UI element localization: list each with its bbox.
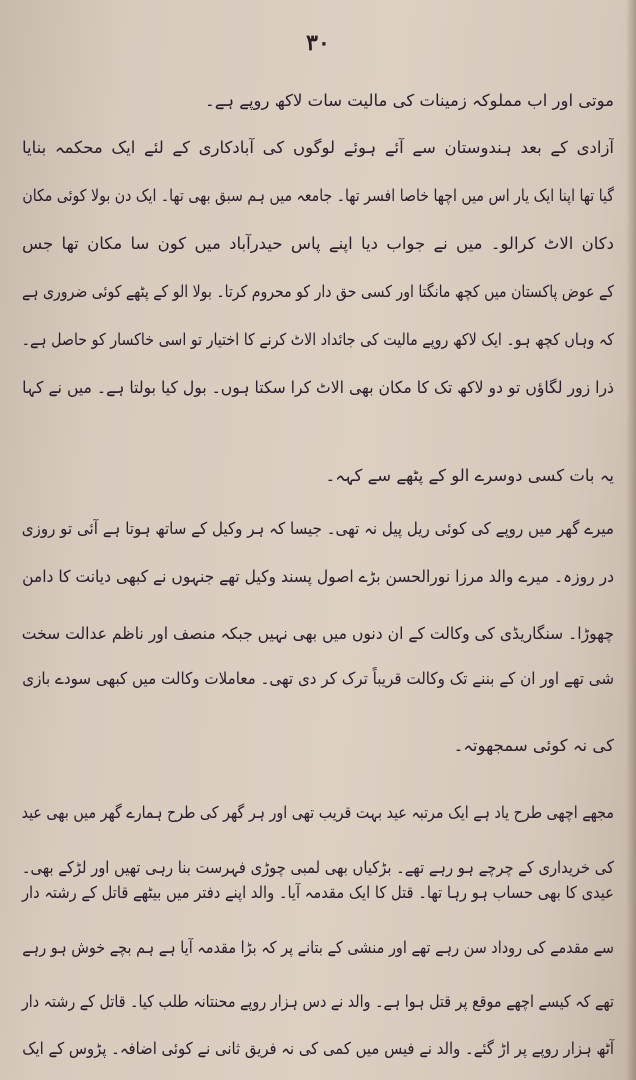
text-line: کے عوض پاکستان میں کچھ مانگتا اور کسی حق دار کو محروم کرتا۔ بولا الو کے پٹھے کوئی ضروری ہے — [22, 282, 614, 301]
text-line: آزادی کے بعد ہندوستان سے آئے ہوئے لوگوں کی آبادکاری کے لئے ایک محکمہ بنایا — [22, 138, 614, 157]
text-line: کی خریداری کے چرچے ہو رہے تھے۔ بڑکیاں بھی لمبی چوڑی فہرست بنا رہی تھیں اور لڑکے بھی۔ — [21, 858, 614, 877]
text-line: کہ وہاں کچھ ہو۔ ایک لاکھ روپے مالیت کی جائداد الاٹ کرنے کا اختیار تو اسی خاکسار کو حاصل ہے۔ — [21, 330, 614, 349]
text-line: کی نہ کوئی سمجھوتہ۔ — [453, 736, 614, 755]
text-line: موتی اور اب مملوکہ زمینات کی مالیت سات لاکھ روپے ہے۔ — [205, 91, 614, 110]
text-line: سے مقدمے کی روداد سن رہے تھے اور منشی کے بتانے پر کہ بڑا مقدمہ آیا ہے ہم بچے خوش ہو رہے — [22, 938, 614, 957]
text-line: گیا تھا اپنا ایک یار اس میں اچھا خاصا افسر تھا۔ جامعہ میں ہم سبق بھی تھا۔ ایک دن بولا کوئی مکان — [22, 186, 614, 205]
text-line: ذرا زور لگاؤں تو دو لاکھ تک کا مکان بھی الاٹ کرا سکتا ہوں۔ بول کیا بولتا ہے۔ میں نے کہا — [22, 378, 614, 397]
text-line: دکان الاٹ کرالو۔ میں نے جواب دیا اپنے پاس حیدرآباد میں کون سا مکان تھا جس — [22, 234, 614, 253]
text-line: شی تھے اور ان کے بننے تک وکالت قریباً ترک کر دی تھی۔ معاملات وکالت میں کبھی سودے بازی — [22, 669, 614, 688]
page-number: ۳۰ — [306, 30, 330, 56]
text-line: میرے گھر میں روپے کی کوئی ریل پیل نہ تھی۔ جیسا کہ ہر وکیل کے ساتھ ہوتا ہے آئی تو روزی — [21, 519, 614, 538]
text-line: آٹھ ہزار روپے پر اڑ گئے۔ والد نے فیس میں کمی کی نہ فریق ثانی نے کوئی اضافہ۔ پڑوس کے ایک — [22, 1039, 614, 1058]
text-line: مجھے اچھی طرح یاد ہے ایک مرتبہ عید بہت قریب تھی اور ہر گھر کی طرح ہمارے گھر میں بھی عید — [21, 803, 614, 822]
text-line: یہ بات کسی دوسرے الو کے پٹھے سے کہہ۔ — [325, 466, 614, 485]
text-line: در روزہ۔ میرے والد مرزا نورالحسن بڑے اصول پسند وکیل تھے جنہوں نے کبھی دیانت کا دامن — [22, 567, 614, 586]
text-line: چھوڑا۔ سنگاریڈی کی وکالت کے ان دنوں میں بھی نہیں جبکہ منصف اور ناظم عدالت سخت — [21, 624, 615, 643]
text-line: عیدی کا بھی حساب ہو رہا تھا۔ قتل کا ایک مقدمہ آیا۔ والد اپنے دفتر میں بیٹھے قاتل کے رشتہ دار — [21, 883, 615, 902]
text-line: تھے کہ کیسے اچھے موقع پر قتل ہوا ہے۔ والد نے دس ہزار روپے محنتانہ طلب کیا۔ قاتل کے رشتہ دار — [21, 992, 614, 1011]
